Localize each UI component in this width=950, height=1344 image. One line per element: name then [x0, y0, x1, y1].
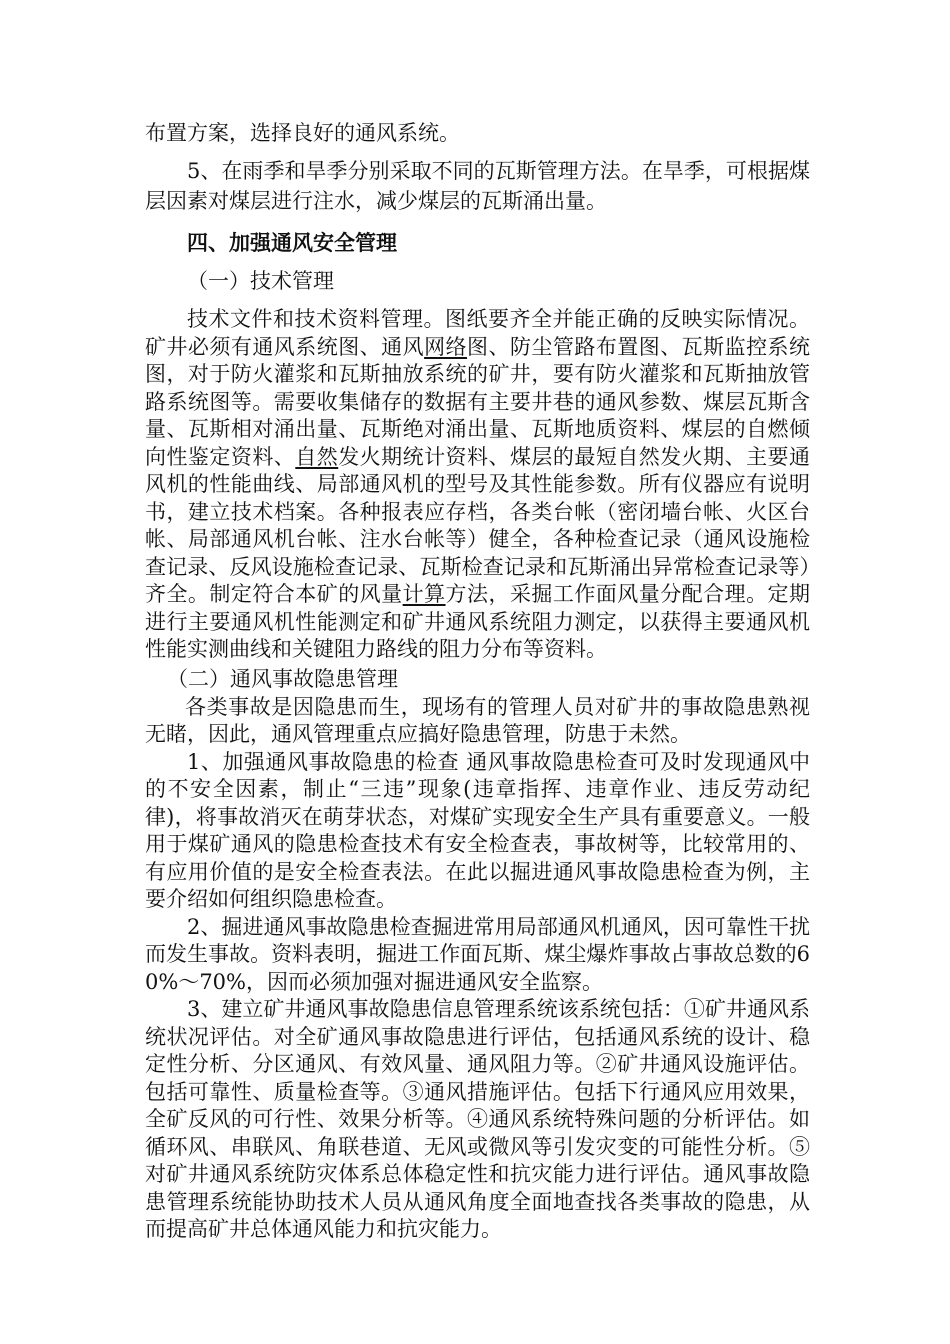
- paragraph-item-2: 2、掘进通风事故隐患检查掘进常用局部通风机通风，因可靠性干扰而发生事故。资料表明，掘进工作面瓦斯、煤尘爆炸事故占事故总数的60%～70%，因而必须加强对掘进通风安全监察。: [145, 914, 810, 994]
- underlined-term: 自然: [295, 444, 339, 469]
- paragraph-continuation: 布置方案，选择良好的通风系统。: [145, 121, 460, 145]
- paragraph-item-1: 1、加强通风事故隐患的检查 通风事故隐患检查可及时发现通风中的不安全因素，制止“三违”现象(违章指挥、违章作业、违反劳动纪律)，将事故消灭在萌芽状态，对煤矿实现安全生产具有重要意义。一般用于煤矿通风的隐患检查技术有安全检查表，事故树等，比较常用的、有应用价值的是安全检查表法。在此以掘进通风事故隐患检查为例，主要介绍如何组织隐患检查。: [145, 749, 810, 911]
- text-run: 方法，采掘工作面风量分配合理。定期进行主要通风机性能测定和矿井通风系统阻力测定，以获得主要通风机性能实测曲线和关键阻力路线的阻力分布等资料。: [145, 582, 811, 661]
- underlined-term: 计算: [402, 582, 446, 606]
- section-heading-4: 四、加强通风安全管理: [187, 231, 397, 255]
- subsection-heading-2: （二）通风事故隐患管理: [167, 666, 398, 691]
- paragraph-hazard-intro: 各类事故是因隐患而生，现场有的管理人员对矿井的事故隐患熟视无睹，因此，通风管理重点应搞好隐患管理，防患于未然。: [145, 694, 810, 746]
- text-run: 发火期统计资料、煤层的最短自然发火期、主要通风机的性能曲线、局部通风机的型号及其性能参数。所有仪器应有说明书，建立技术档案。各种报表应存档，各类台帐（密闭墙台帐、火区台帐、局部通风机台帐、注水台帐等）健全，各种检查记录（通风设施检查记录、反风设施检查记录、瓦斯检查记录和瓦斯涌出异常检查记录等）齐全。制定符合本矿的风量: [145, 444, 811, 606]
- document-page: [145, 118, 810, 1244]
- paragraph-item-3: 3、建立矿井通风事故隐患信息管理系统该系统包括：①矿井通风系统状况评估。对全矿通风事故隐患进行评估，包括通风系统的设计、稳定性分析、分区通风、有效风量、通风阻力等。②矿井通风设施评估。包括可靠性、质量检查等。③通风措施评估。包括下行通风应用效果，全矿反风的可行性、效果分析等。④通风系统特殊问题的分析评估。如循环风、串联风、角联巷道、无风或微风等引发灾变的可能性分析。⑤对矿井通风系统防灾体系总体稳定性和抗灾能力进行评估。通风事故隐患管理系统能协助技术人员从通风角度全面地查找各类事故的隐患，从而提高矿井总体通风能力和抗灾能力。: [145, 997, 810, 1241]
- subsection-heading-1: （一）技术管理: [187, 269, 334, 293]
- paragraph-technical-management: [145, 306, 810, 664]
- paragraph-item-5: 5、在雨季和旱季分别采取不同的瓦斯管理方法。在旱季，可根据煤层因素对煤层进行注水，减少煤层的瓦斯涌出量。: [145, 159, 810, 213]
- underlined-term: 网络: [424, 334, 468, 359]
- text-run: 图、防尘管路布置图、瓦斯监控系统图，对于防火灌浆和瓦斯抽放系统的矿井，要有防火灌浆和瓦斯抽放管路系统图等。需要收集储存的数据有主要井巷的通风参数、煤层瓦斯含量、瓦斯相对涌出量、瓦斯绝对涌出量、瓦斯地质资料、煤层的自燃倾向性鉴定资料、: [145, 334, 811, 469]
- text-run: 技术文件和技术资料管理。图纸要齐全并能正确的反映实际情况。矿井必须有通风系统图、通风: [145, 307, 810, 359]
